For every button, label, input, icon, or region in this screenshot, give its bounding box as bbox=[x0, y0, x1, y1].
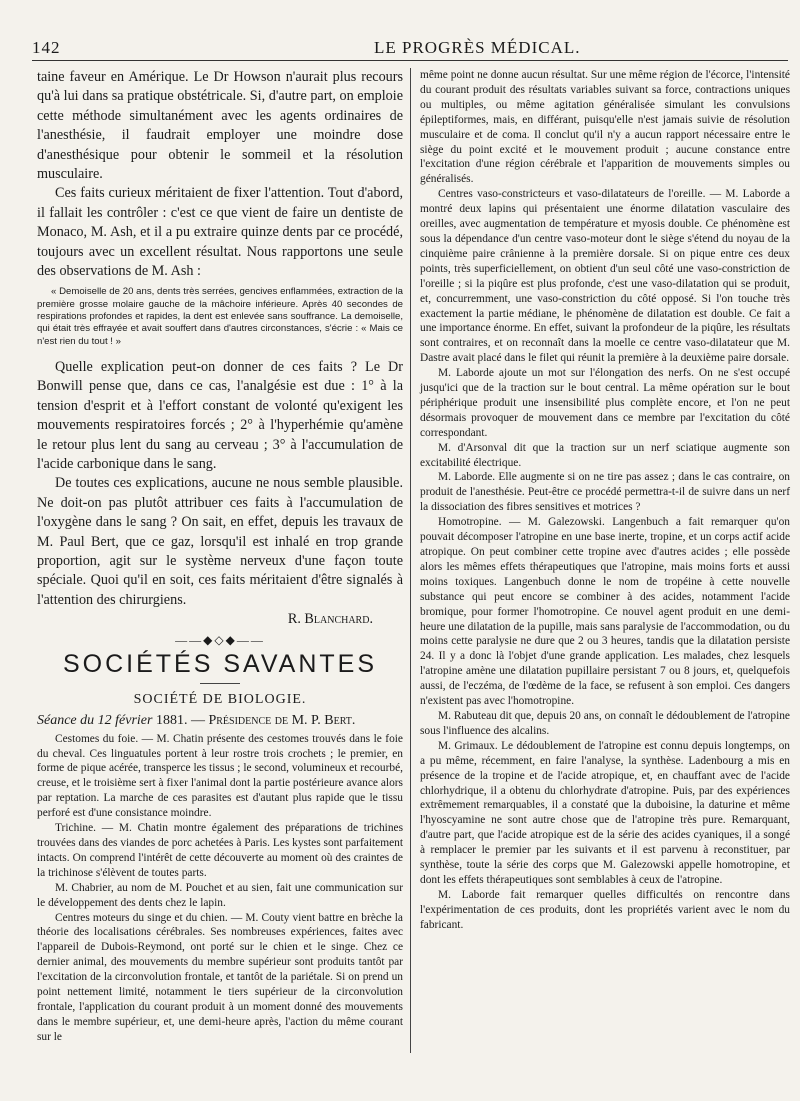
report-continuation: même point ne donne aucun résultat. Sur une même région de l'écorce, l'intensité du courant produit des résultats variables suivant sa force, contractions uniques ou multiples, ou même agitation généralisée simulant les convulsions épileptiformes, mais, en différant, puisqu'elle n'est jamais suivie de résolution musculaire et de coma. Il conclut qu'il n'y a aucun rapport nécessaire entre le siège du point excité et le mouvement produit ; aucune constance entre l'excitation d'une région cérébrale et l'apparition de mouvements simples ou généralisés. bbox=[420, 69, 790, 186]
page-number: 142 bbox=[32, 38, 61, 57]
author-signature: R. Blanchard. bbox=[287, 611, 373, 628]
session-date: Séance du 12 février bbox=[37, 712, 153, 728]
report-paragraph: M. Chabrier, au nom de M. Pouchet et au sien, fait une communication sur le développement des dents chez le lapin. bbox=[37, 881, 403, 909]
report-paragraph: M. d'Arsonval dit que la traction sur un nerf sciatique augmente son excitabilité électrique. bbox=[420, 441, 790, 469]
title-rule bbox=[200, 683, 240, 684]
report-paragraph: Trichine. — M. Chatin montre également des préparations de trichines trouvées dans des viandes de porc achetées à Paris. Les kystes sont parfaitement intacts. On comprend l'intérêt de cette découverte au moment où des craintes de la trichinose s'élèvent de toutes parts. bbox=[37, 822, 403, 879]
report-paragraph: M. Laborde fait remarquer quelles difficultés on rencontre dans l'expérimentation de ces produits, dont les propriétés varient avec le nom du fabricant. bbox=[420, 888, 790, 931]
report-paragraph: Homotropine. — M. Galezowski. Langenbuch a fait remarquer qu'on pouvait décomposer l'atropine en une base inerte, tropine, et un corps actif acide atropique. On peut combiner cette tropine avec d'autres acides ; elle possède alors les mêmes effets thérapeutiques que l'atropine, mais moins forts et aussi moins toxiques. Langenbuch donne le nom de tropéine à cette nouvelle substance qui peut encore se combiner à des acides, notamment l'acide bromique, pour former l'homotropine. Ce nouvel agent produit en une demi-heure une dilatation de la pupille, mais sans paralysie de l'accommodation, ou du moins cette paralysie ne dure que 2 ou 3 heures, tandis que la dilatation persiste 24. Il y a donc là l'objet d'une grande application. Les malades, chez lesquels l'atropine amène une dilatation pupillaire persistant 7 ou 8 jours, et, quelquefois aussi, de l'eczéma, de l'œdème de la face, se refusent à son emploi. Ces dangers n'existent pas avec l'homotropine. bbox=[420, 516, 790, 708]
report-paragraph: M. Laborde. Elle augmente si on ne tire pas assez ; dans le cas contraire, on produit de l'anesthésie. Peut-être ce procédé permettra-t-il de suivre dans un nerf la dissociation des fibres sensitives et motrices ? bbox=[420, 471, 790, 514]
left-column bbox=[37, 68, 403, 1045]
report-paragraph: Centres vaso-constricteurs et vaso-dilatateurs de l'oreille. — M. Laborde a montré deux lapins qui présentaient une énorme dilatation vasculaire des oreilles, avec augmentation de température et myosis double. Ce phénomène est sous la dépendance d'un centre vaso-moteur dont le siège s'étend du noyau de la cinquième paire crânienne à la première dorsale. Si on pique entre ces deux points, très superficiellement, on obtient d'un seul côté une vaso-constriction de l'oreille ; si la piqûre est plus profonde, c'est une vaso-dilatation qui se produit, et, concurremment, une vaso-constriction du côté opposé. Si l'on touche très exactement la partie médiane, le phénomène de dilatation est double. Ce fait a une importance énorme. En effet, suivant la profondeur de la piqûre, les résultats sont contraires, et on reconnaît dans la moelle ce centre vaso-dilatateur que M. Dastre avait placé dans le filet qui réunit la première à la deuxième paire dorsale. bbox=[420, 188, 790, 365]
section-ornament: ——◆◇◆—— bbox=[175, 632, 265, 647]
report-paragraph: Cestomes du foie. — M. Chatin présente des cestomes trouvés dans le foie du cheval. Ces linguatules portent à leur rostre trois crochets ; le premier, en forme de pique acérée, transperce les tissus ; le second, volumineux et recourbé, creuse, et le troisième sert à fixer l'animal dont la partie postérieure avance alors par reptation. La marche de ces parasites est d'autant plus rapide que le tissu perforé est d'une consistance moindre. bbox=[37, 732, 403, 820]
observation-note: « Demoiselle de 20 ans, dents très serrées, gencives enflammées, extraction de la première grosse molaire gauche de la mâchoire inférieure. Après 40 secondes de respirations profondes et rapides, la dent est enlevée sans souffrance. La demoiselle, qui était très effrayée et avait souffert dans d'autres circonstances, s'écrie : « Mais ce n'est rien du tout ! » bbox=[37, 286, 403, 347]
report-paragraph: M. Rabuteau dit que, depuis 20 ans, on connaît le dédoublement de l'atropine sous l'influence des alcalins. bbox=[420, 709, 790, 737]
section-title: SOCIÉTÉS SAVANTES bbox=[62, 649, 378, 678]
session-presidency: 1881. — Présidence de M. P. Bert. bbox=[155, 712, 356, 728]
report-paragraph: Centres moteurs du singe et du chien. — M. Couty vient battre en brèche la théorie des localisations cérébrales. Ses nombreuses expériences, faites avec l'appareil de Dubois-Reymond, ont porté sur le chien et le singe. Chez ce dernier animal, des mouvements du membre supérieur sont produits tantôt par l'excitation de la circonvolution frontale, et tantôt de la pariétale. Si on prend un point nettement limité, notamment le tiers supérieur de la circonvolution frontale, l'application du courant produit à un moment donné des mouvements dans le membre supérieur, et, une demi-heure après, l'action du même courant sur le bbox=[37, 911, 403, 1043]
article-continuation: taine faveur en Amérique. Le Dr Howson n'aurait plus recours qu'à lui dans sa pratique obstétricale. Si, d'autre part, on emploie cette méthode simultanément avec les agents ordinaires de l'anesthésie, il faudrait employer une moindre dose d'anesthésique pour obtenir le sommeil et la résolution musculaire. bbox=[37, 69, 403, 183]
right-column bbox=[420, 68, 790, 933]
society-title: SOCIÉTÉ DE BIOLOGIE. bbox=[133, 691, 307, 707]
column-divider bbox=[410, 68, 411, 1053]
journal-title: LE PROGRÈS MÉDICAL. bbox=[374, 38, 581, 57]
report-paragraph: M. Laborde ajoute un mot sur l'élongation des nerfs. On ne s'est occupé jusqu'ici que de la traction sur le bout central. La même opération sur le bout périphérique produit une insensibilité plus complète encore, et l'on ne peut désormais provoquer de mouvement dans ce membre par l'excitation du côté correspondant. bbox=[420, 367, 790, 439]
page-header bbox=[32, 38, 786, 60]
header-rule bbox=[32, 60, 788, 61]
article-paragraph: De toutes ces explications, aucune ne nous semble plausible. Ne doit-on pas plutôt attribuer ces faits à l'accumulation de l'oxygène dans le sang ? On sait, en effet, depuis les travaux de M. Paul Bert, que ce gaz, lorsqu'il est inhalé en trop grande proportion, agit sur le système nerveux d'une façon toute spéciale. Quoi qu'il en soit, ces faits méritaient d'être signalés à l'attention des chirurgiens. bbox=[37, 475, 403, 608]
article-paragraph: Quelle explication peut-on donner de ces faits ? Le Dr Bonwill pense que, dans ce cas, l'analgésie est due : 1° à la tension d'esprit et à l'effort constant de volonté qu'exigent les mouvements respiratoires forcés ; 2° à l'hyperhémie qu'amène le retour plus lent du sang au cerveau ; 3° à l'accumulation de l'acide carbonique dans le sang. bbox=[37, 358, 403, 472]
article-paragraph: Ces faits curieux méritaient de fixer l'attention. Tout d'abord, il fallait les contrôler : c'est ce que vient de faire un dentiste de Monaco, M. Ash, et il a pu extraire quinze dents par ce procédé, toujours avec un excellent résultat. Nous rapportons une seule des observations de M. Ash : bbox=[37, 185, 403, 280]
report-paragraph: M. Grimaux. Le dédoublement de l'atropine est connu depuis longtemps, on a pu même, récemment, en faire l'analyse, la synthèse. Ladenbourg a mis en présence de la tropine et de l'acide atropique, et, en chauffant avec de l'acide chlorhydrique, il a obtenu du chlorhydrate d'atropine. Puis, par des expériences extrêmement remarquables, il a constaté que la duboisine, la daturine et même l'hyoscyamine ne sont autre chose que de l'atropine très pure. Remarquant, d'autre part, que l'acide atropique est de la série des acides cyaniques, il a songé à remplacer le premier par les suivants et il est parvenu à reconstituer, par synthèse, toute la série des corps que M. Galezowski appelle homotropine, et dont les effets thérapeutiques sont semblables à ceux de l'atropine. bbox=[420, 739, 790, 886]
session-line bbox=[37, 712, 403, 730]
